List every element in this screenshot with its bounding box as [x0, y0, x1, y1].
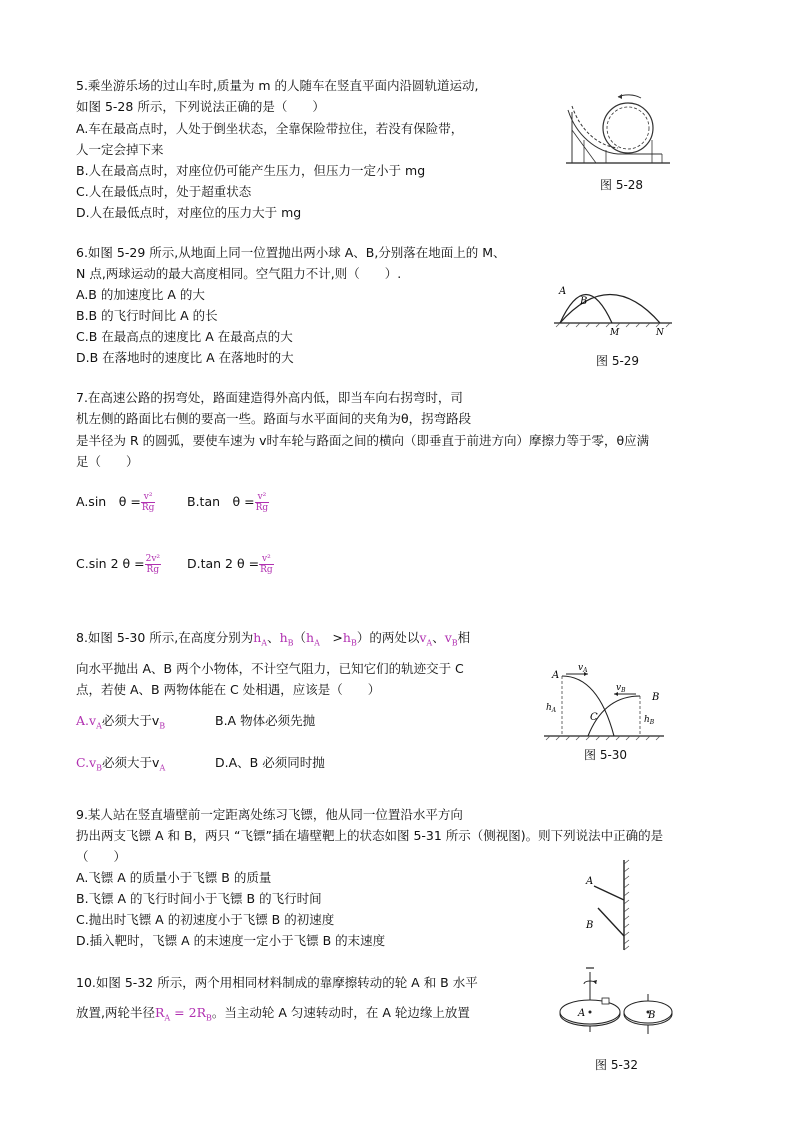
label-c: C [590, 712, 598, 723]
q5-option-d: D.人在最低点时，对座位的压力大于 mg [76, 205, 302, 220]
q7-stem-line2: 机左侧的路面比右侧的要高一些。路面与水平面间的夹角为θ，拐弯路段 [76, 411, 472, 426]
fraction: $\frac{\text{v²}}{Rg}$ [260, 554, 273, 575]
q7-stem-line4: 足（ ） [76, 454, 139, 469]
two-projectiles-figure [540, 660, 670, 742]
label-a: A [578, 1008, 586, 1019]
q5-option-a-line1: A.车在最高点时，人处于倒坐状态，全靠保险带拉住，若没有保险带， [76, 121, 464, 136]
label-n: N [656, 328, 664, 338]
q7-option-b: B.tan θ = $\frac{\text{v²}}{Rg}$ [187, 492, 269, 513]
label-hb: $h_B$ [644, 715, 655, 726]
label-b: B [586, 920, 594, 931]
q9-stem-line3: （ ） [76, 849, 127, 864]
label-va: $v_A$ [578, 663, 588, 674]
q7-stem-line1: 7.在高速公路的拐弯处，路面建造得外高内低，即当车向右拐弯时，司 [76, 390, 463, 405]
projectile-arcs-figure [552, 278, 676, 338]
q6-option-d: D.B 在落地时的速度比 A 在落地时的大 [76, 350, 294, 365]
label-ha: $h_A$ [546, 703, 557, 714]
q7-option-c: C.sin 2 θ = $\frac{\text{2v²}}{Rg}$ [76, 554, 161, 575]
fraction: $\frac{\text{v²}}{Rg}$ [255, 492, 269, 513]
label-a: A [552, 670, 560, 681]
fraction: $\frac{\text{2v²}}{Rg}$ [145, 554, 161, 575]
q9-stem-line2: 扔出两支飞镖 A 和 B，两只 “飞镖”插在墙壁靶上的状态如图 5-31 所示（侧视图)。则下列说法中正确的是 [76, 828, 664, 843]
q8-option-c: $C.v_B$必须大于$v_A$ [76, 755, 166, 773]
q8-option-d: D.A、B 必须同时抛 [215, 755, 325, 770]
figure-5-29-caption: 图 5-29 [596, 354, 640, 368]
q5-option-a-line2: 人一定会掉下来 [76, 142, 164, 157]
label-vb: $v_B$ [616, 683, 626, 694]
figure-5-28-caption: 图 5-28 [600, 178, 644, 192]
q7-option-d: D.tan 2 θ = $\frac{\text{v²}}{Rg}$ [187, 554, 273, 575]
q5-stem-line2: 如图 5-28 所示，下列说法正确的是（ ） [76, 99, 325, 114]
label-a: A [559, 286, 567, 297]
q8-stem-line3: 点，若使 A、B 两物体能在 C 处相遇，应该是（ ） [76, 682, 381, 697]
fraction: $\frac{\text{v²}}{Rg}$ [141, 492, 155, 513]
label-b: B [580, 296, 588, 307]
q10-stem-line2: 放置,两轮半径$R_A = 2R_B$。当主动轮 A 匀速转动时，在 A 轮边缘上放置 [76, 1005, 470, 1023]
label-b: B [648, 1010, 656, 1021]
q10-stem-line1: 10.如图 5-32 所示，两个用相同材料制成的靠摩擦转动的轮 A 和 B 水平 [76, 975, 478, 990]
q5-option-c: C.人在最低点时，处于超重状态 [76, 184, 252, 199]
q6-stem-line1: 6.如图 5-29 所示,从地面上同一位置抛出两小球 A、B,分别落在地面上的 M、 [76, 245, 506, 260]
q7-option-a: A.sin θ = $\frac{\text{v²}}{Rg}$ [76, 492, 155, 513]
q8-option-a: $A.v_A$必须大于$v_B$ [76, 713, 166, 731]
label-a: A [586, 876, 594, 887]
q8-option-b: B.A 物体必须先抛 [215, 713, 316, 728]
label-b: B [652, 692, 660, 703]
q9-option-c: C.抛出时飞镖 A 的初速度小于飞镖 B 的初速度 [76, 912, 335, 927]
q9-option-b: B.飞镖 A 的飞行时间小于飞镖 B 的飞行时间 [76, 891, 322, 906]
q6-option-b: B.B 的飞行时间比 A 的长 [76, 308, 218, 323]
q8-stem-line1: 8.如图 5-30 所示,在高度分别为$h_A$、$h_B(h_A$ $>h_B$）的两处以$v_A$、$v_B$相 [76, 630, 471, 648]
q8-stem-line2: 向水平抛出 A、B 两个小物体，不计空气阻力，已知它们的轨迹交于 C [76, 661, 464, 676]
darts-on-wall-figure [576, 858, 636, 952]
friction-wheels-figure [560, 960, 678, 1040]
figure-5-32-caption: 图 5-32 [595, 1058, 639, 1072]
q9-option-d: D.插入靶时，飞镖 A 的末速度一定小于飞镖 B 的末速度 [76, 933, 386, 948]
q5-stem-line1: 5.乘坐游乐场的过山车时,质量为 m 的人随车在竖直平面内沿圆轨道运动, [76, 78, 479, 93]
q9-stem-line1: 9.某人站在竖直墙壁前一定距离处练习飞镖，他从同一位置沿水平方向 [76, 807, 463, 822]
q6-option-a: A.B 的加速度比 A 的大 [76, 287, 205, 302]
figure-5-30-caption: 图 5-30 [584, 748, 628, 762]
roller-coaster-figure [566, 90, 676, 165]
q6-option-c: C.B 在最高点的速度比 A 在最高点的大 [76, 329, 293, 344]
q5-option-b: B.人在最高点时，对座位仍可能产生压力，但压力一定小于 mg [76, 163, 426, 178]
q6-stem-line2: N 点,两球运动的最大高度相同。空气阻力不计,则（ ）. [76, 266, 402, 281]
label-m: M [610, 328, 620, 338]
q9-option-a: A.飞镖 A 的质量小于飞镖 B 的质量 [76, 870, 272, 885]
q7-stem-line3: 是半径为 R 的圆弧，要使车速为 v时车轮与路面之间的横向（即垂直于前进方向）摩擦力等于零，θ应满 [76, 433, 650, 448]
